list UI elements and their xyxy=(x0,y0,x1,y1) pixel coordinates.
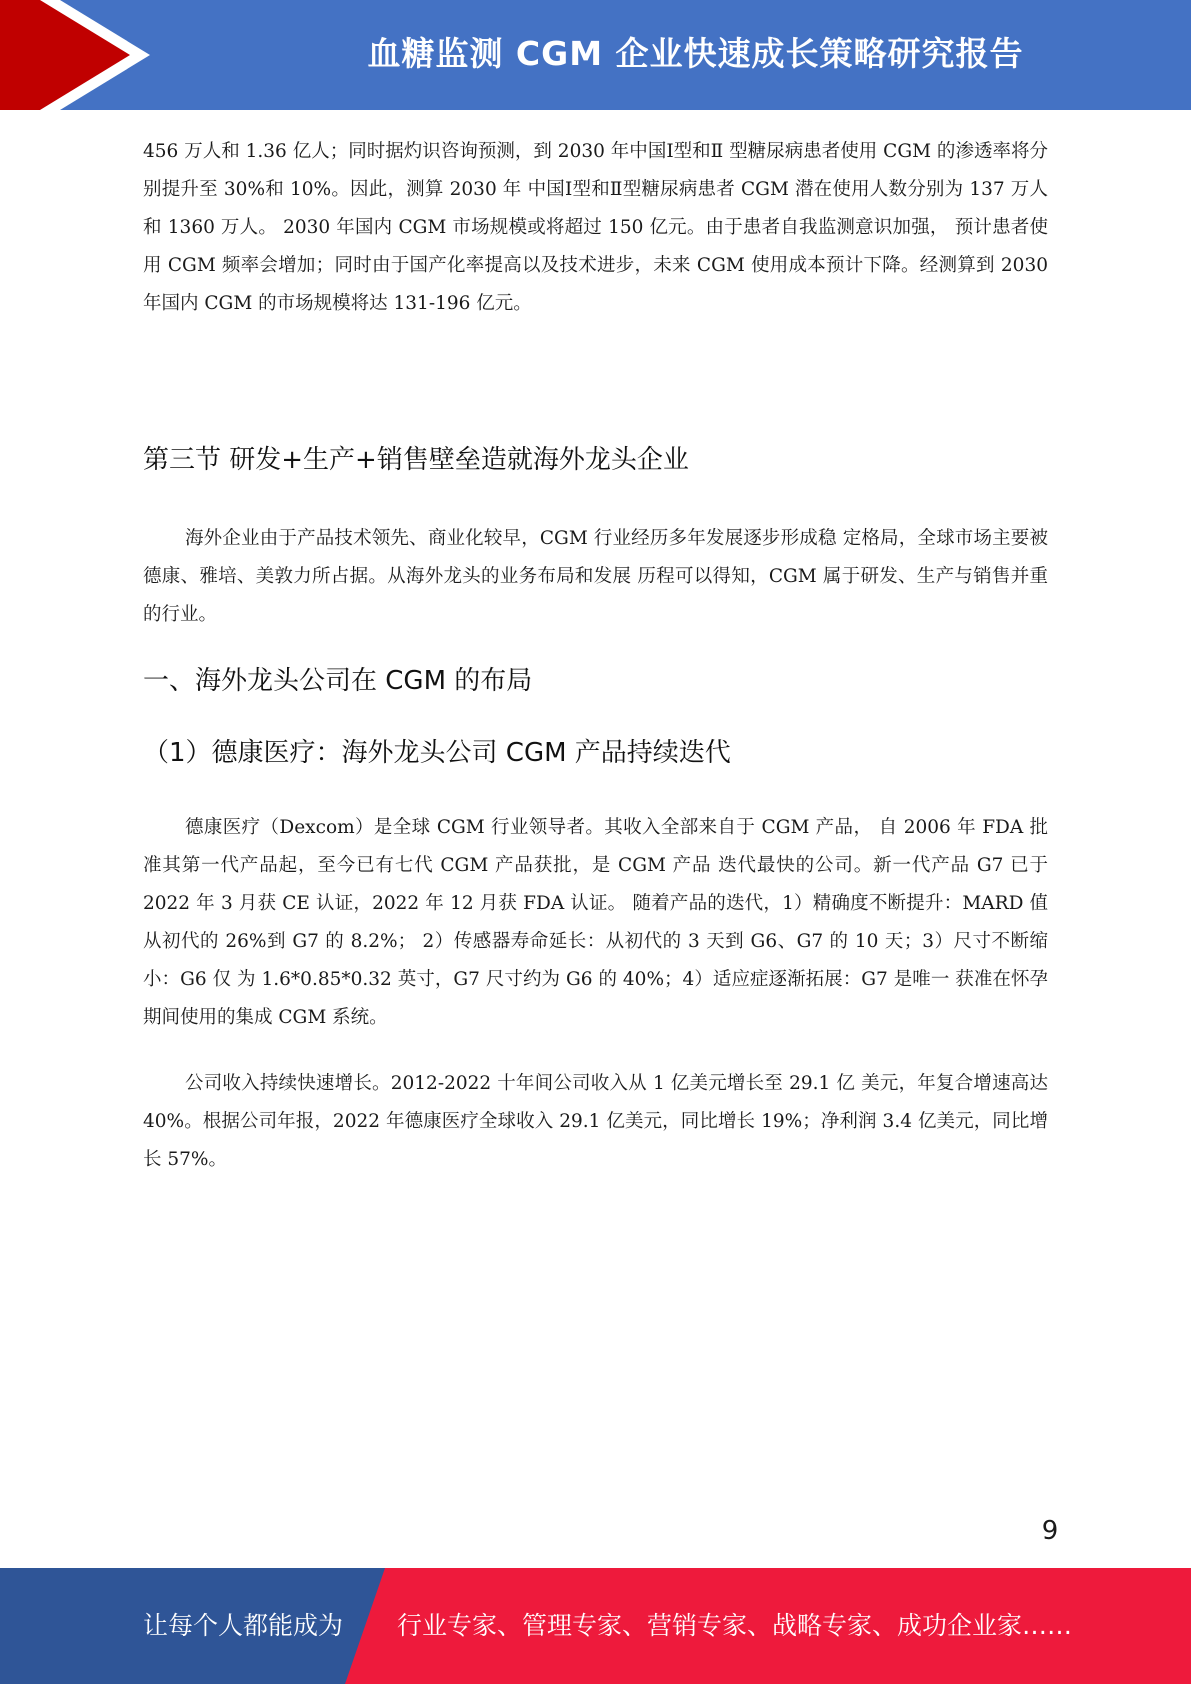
page-header xyxy=(0,0,1191,110)
dexcom-revenue-paragraph: 公司收入持续快速增长。2012-2022 十年间公司收入从 1 亿美元增长至 29.1 亿 美元，年复合增速高达 40%。根据公司年报，2022 年德康医疗全球收入 29.1 亿美元，同比增长 19%；净利润 3.4 亿美元，同比增长 57%。 xyxy=(143,1073,1048,1170)
footer-slogan-left: 让每个人都能成为 xyxy=(143,1611,344,1640)
section-heading: 第三节 研发+生产+销售壁垒造就海外龙头企业 xyxy=(143,445,689,475)
subsection-heading: 一、海外龙头公司在 CGM 的布局 xyxy=(143,666,533,696)
intro-paragraph: 456 万人和 1.36 亿人；同时据灼识咨询预测，到 2030 年中国Ⅰ型和Ⅱ 型糖尿病患者使用 CGM 的渗透率将分别提升至 30%和 10%。因此，测算 2030 年 中国Ⅰ型和Ⅱ型糖尿病患者 CGM 潜在使用人数分别为 137 万人和 1360 万人。 2030 年国内 CGM 市场规模或将超过 150 亿元。由于患者自我监测意识加强， 预计患者使用 CGM 频率会增加；同时由于国产化率提高以及技术进步，未来 CGM 使用成本预计下降。经测算到 2030 年国内 CGM 的市场规模将达 131-196 亿元。 xyxy=(143,141,1048,314)
footer-slogan-right: 行业专家、管理专家、营销专家、战略专家、成功企业家…… xyxy=(397,1611,1073,1640)
header-chevron-graphic xyxy=(0,0,160,110)
page-footer xyxy=(0,1568,1191,1684)
document-title: 血糖监测 CGM 企业快速成长策略研究报告 xyxy=(367,34,1024,73)
page-number: 9 xyxy=(1041,1516,1059,1546)
sub-subsection-heading: （1）德康医疗：海外龙头公司 CGM 产品持续迭代 xyxy=(143,738,731,768)
page-content xyxy=(143,133,1048,1179)
dexcom-paragraph: 德康医疗（Dexcom）是全球 CGM 行业领导者。其收入全部来自于 CGM 产品， 自 2006 年 FDA 批准其第一代产品起，至今已有七代 CGM 产品获批，是 CGM 产品 迭代最快的公司。新一代产品 G7 已于 2022 年 3 月获 CE 认证，2022 年 12 月获 FDA 认证。 随着产品的迭代，1）精确度不断提升：MARD 值从初代的 26%到 G7 的 8.2%； 2）传感器寿命延长：从初代的 3 天到 G6、G7 的 10 天；3）尺寸不断缩小：G6 仅 为 1.6*0.85*0.32 英寸，G7 尺寸约为 G6 的 40%；4）适应症逐渐拓展：G7 是唯一 获准在怀孕期间使用的集成 CGM 系统。 xyxy=(143,817,1048,1028)
section-paragraph: 海外企业由于产品技术领先、商业化较早，CGM 行业经历多年发展逐步形成稳 定格局，全球市场主要被德康、雅培、美敦力所占据。从海外龙头的业务布局和发展 历程可以得知，CGM 属于研发、生产与销售并重的行业。 xyxy=(143,528,1048,625)
